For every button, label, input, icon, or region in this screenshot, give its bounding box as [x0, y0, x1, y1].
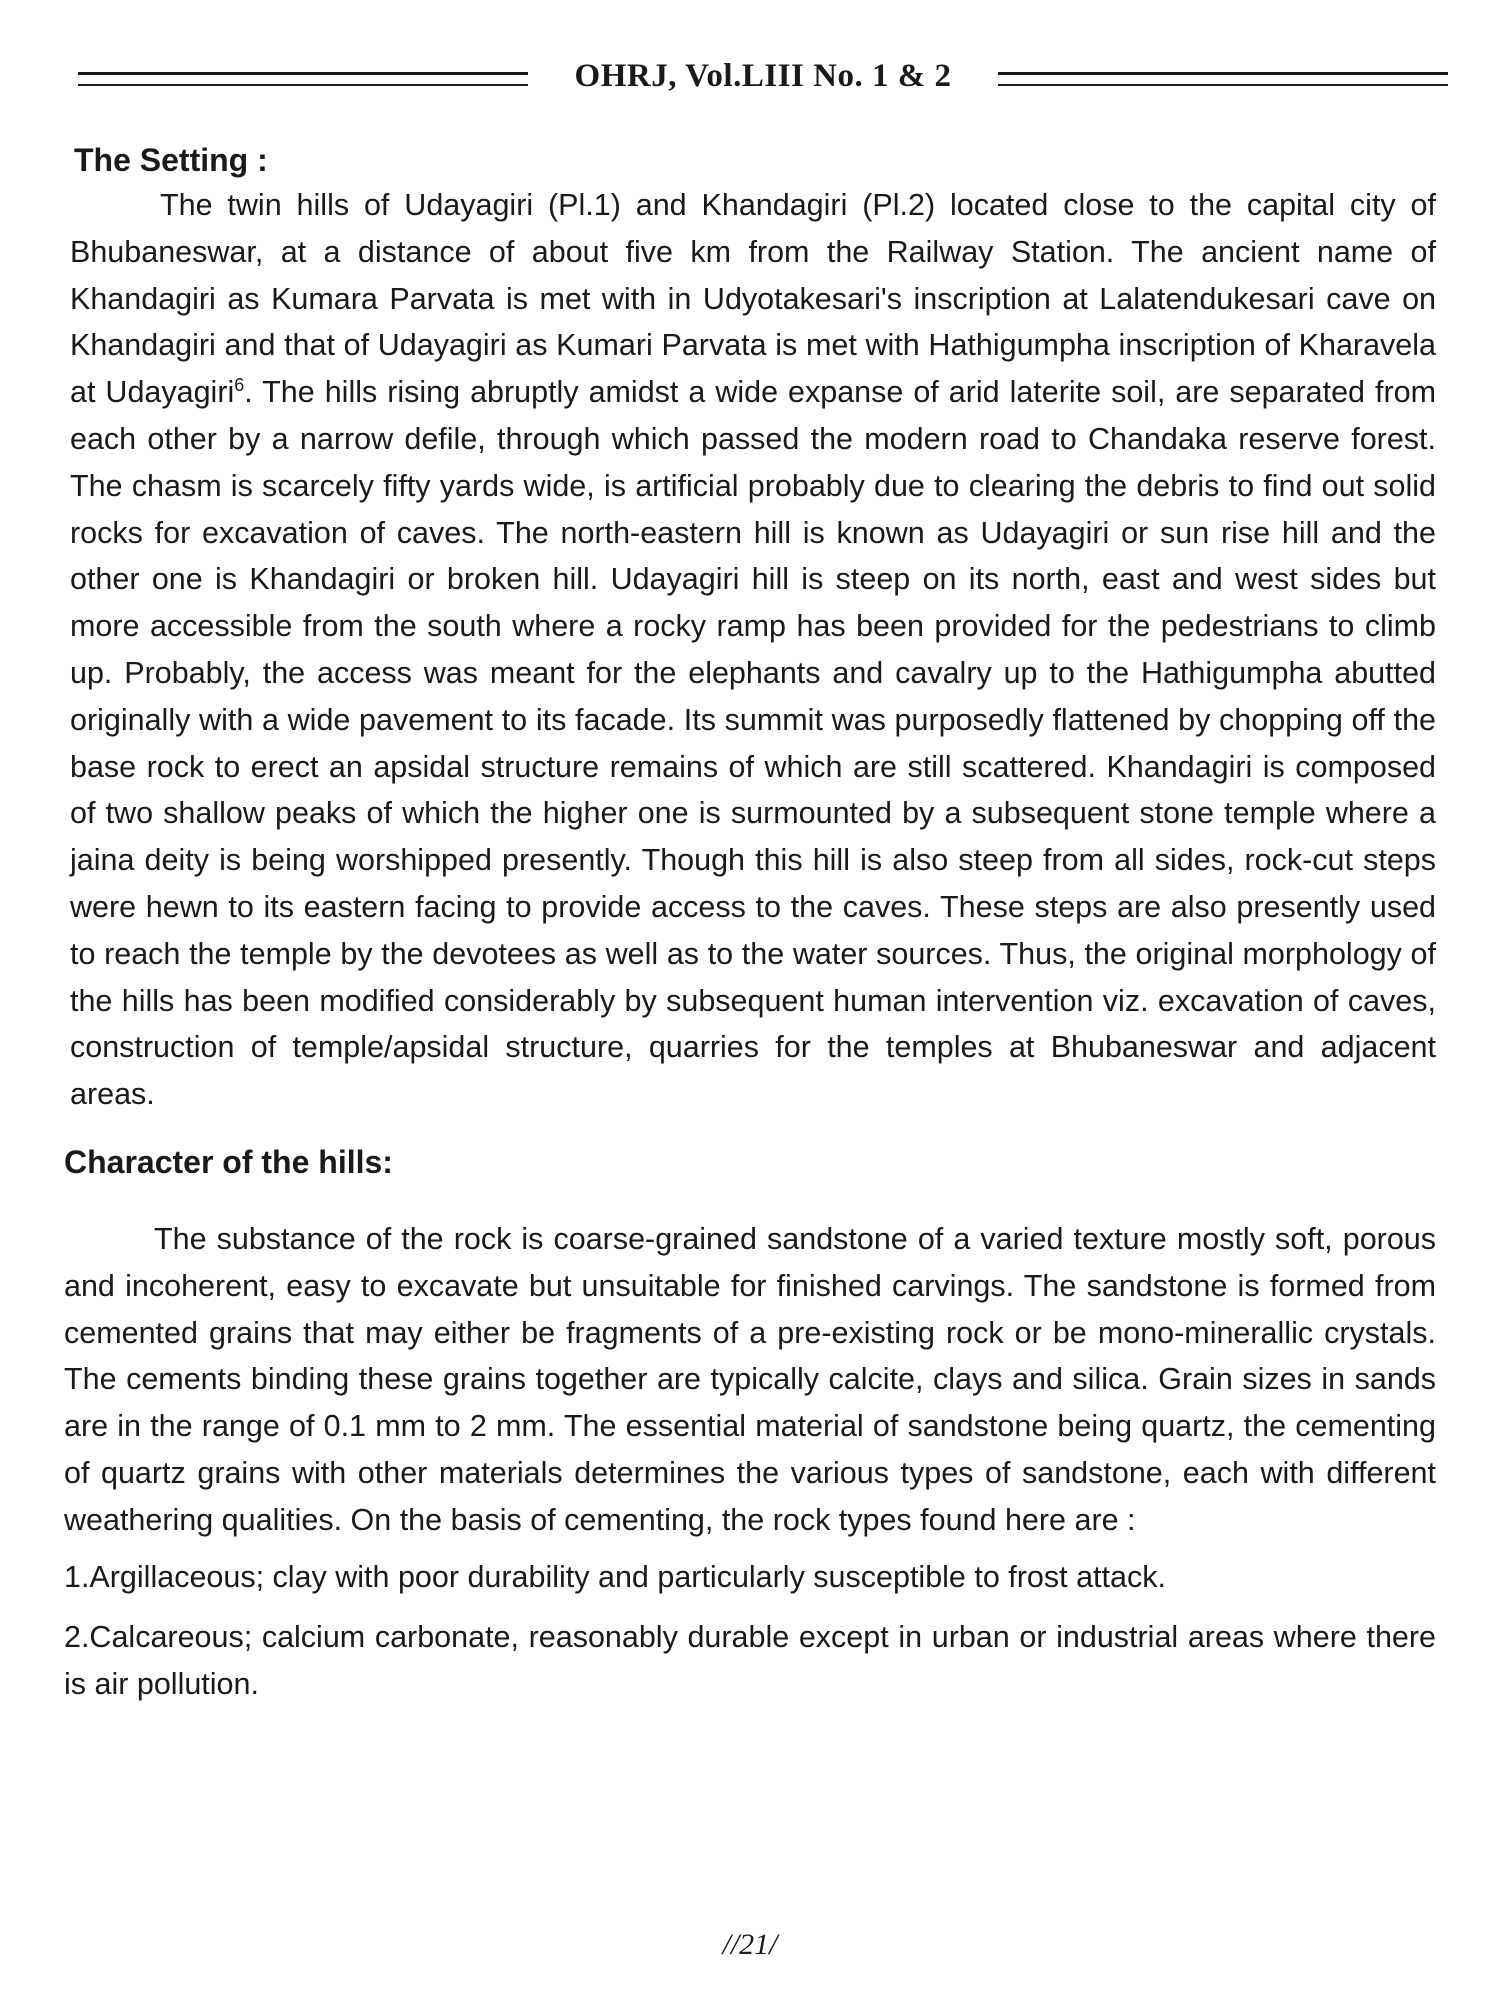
paragraph-setting	[70, 182, 1436, 1118]
paragraph-setting-text-1: The twin hills of Udayagiri (Pl.1) and Khandagiri (Pl.2) located close to the capital city of Bhubaneswar, at a distance of about five km from the Railway Station. The ancient name of Khandagiri as Kumara Parvata is met with in Udyotakesari's inscription at Lalatendukesari cave on Khandagiri and that of Udayagiri as Kumari Parvata is met with Hathigumpha inscription of Kharavela at Udayagiri	[70, 188, 1436, 410]
footnote-reference: 6	[234, 375, 245, 396]
section-heading-character: Character of the hills:	[64, 1143, 393, 1180]
list-item-calcareous: 2.Calcareous; calcium carbonate, reasonably durable except in urban or industrial areas where there is air pollution.	[64, 1620, 1436, 1702]
page-number: //21/	[722, 1928, 778, 1961]
paragraph-character: The substance of the rock is coarse-grained sandstone of a varied texture mostly soft, porous and incoherent, easy to excavate but unsuitable for finished carvings. The sandstone is formed from cemented grains that may either be fragments of a pre-existing rock or be mono-minerallic crystals. The cements binding these grains together are typically calcite, clays and silica. Grain sizes in sands are in the range of 0.1 mm to 2 mm. The essential material of sandstone being quartz, the cementing of quartz grains with other materials determines the various types of sandstone, each with different weathering qualities. On the basis of cementing, the rock types found here are :	[64, 1221, 1436, 1537]
running-header	[78, 58, 1448, 108]
journal-title: OHRJ, Vol.LIII No. 1 & 2	[574, 58, 952, 94]
list-item-argillaceous: 1.Argillaceous; clay with poor durability and particularly susceptible to frost attack.	[64, 1559, 1166, 1594]
header-rule-right	[998, 72, 1448, 86]
article-body	[64, 138, 1436, 1708]
paragraph-setting-text-2: . The hills rising abruptly amidst a wide expanse of arid laterite soil, are separated from each other by a narrow defile, through which passed the modern road to Chandaka reserve forest. The chasm is scarcely fifty yards wide, is artificial probably due to clearing the debris to find out solid rocks for excavation of caves. The north-eastern hill is known as Udayagiri or sun rise hill and the other one is Khandagiri or broken hill. Udayagiri hill is steep on its north, east and west sides but more accessible from the south where a rocky ramp has been provided for the pedestrians to climb up. Probably, the access was meant for the elephants and cavalry up to the Hathigumpha abutted originally with a wide pavement to its facade. Its summit was purposedly flattened by chopping off the base rock to erect an apsidal structure remains of which are still scattered. Khandagiri is composed of two shallow peaks of which the higher one is surmounted by a subsequent stone temple where a jaina deity is being worshipped presently. Though this hill is also steep from all sides, rock-cut steps were hewn to its eastern facing to provide access to the caves. These steps are also presently used to reach the temple by the devotees as well as to the water sources. Thus, the original morphology of the hills has been modified considerably by subsequent human intervention viz. excavation of caves, construction of temple/apsidal structure, quarries for the temples at Bhubaneswar and adjacent areas.	[70, 375, 1436, 1112]
header-rule-left	[78, 72, 528, 86]
section-heading-setting: The Setting :	[74, 142, 268, 178]
